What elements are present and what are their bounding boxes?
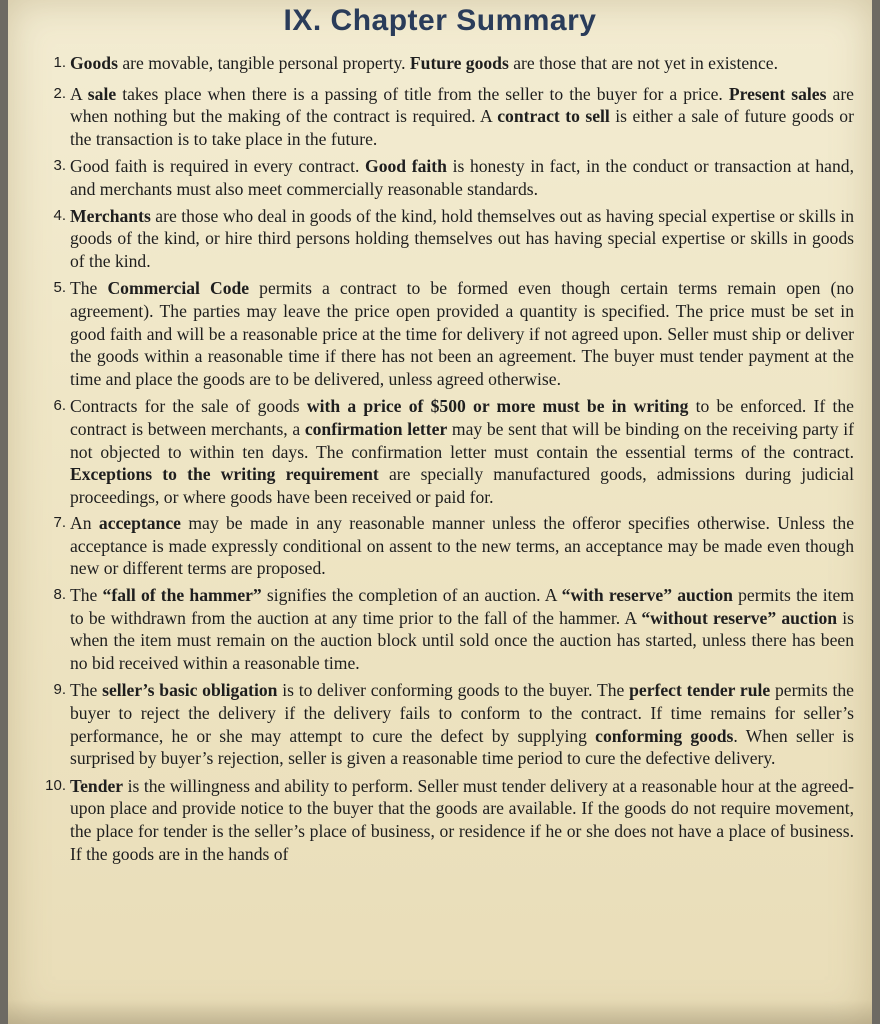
item-text [70,52,854,75]
text-run: are those who deal in goods of the kind, hold themselves out as having special expertise or skills in goods of the kind, or hire third persons holding themselves out has having special expertise or skills in goods of the kind. [70,205,854,271]
bold-term: Merchants [70,205,151,226]
bold-term: “fall of the hammer” [102,585,262,606]
item-text [70,277,854,390]
item-number: 2. [53,84,66,102]
item-number: 10. [45,776,66,794]
text-run: . When seller is surprised by buyer’s rejection, seller is given a reasonable time period to cure the defective delivery. [70,725,855,769]
list-item [24,679,854,769]
list-item [24,395,854,508]
item-number: 8. [53,586,66,604]
bold-term: acceptance [98,513,181,534]
bold-term: Goods [70,53,118,73]
text-run: may be sent that will be binding on the receiving party if not objected to within ten days. The confirmation letter must contain the essential terms of the contract. [70,418,854,462]
list-item [24,512,854,580]
text-run: An [70,513,99,534]
bold-term: sale [87,83,117,104]
bold-term: confirmation letter [304,418,448,439]
item-text [70,775,854,865]
item-text [70,155,854,200]
list-item [24,155,854,200]
item-number: 7. [53,514,66,532]
text-run: The [70,278,108,299]
list-item [24,205,854,273]
bold-term: contract to sell [497,106,610,127]
bold-term: Future goods [409,53,509,73]
item-number: 6. [53,397,66,415]
text-run: is when the item must remain on the auction block until sold once the auction has started, unless there has been no bid received within a reasonable time. [70,607,854,673]
item-number: 9. [53,681,66,699]
item-number: 1. [53,54,66,71]
text-run: The [70,585,103,606]
text-run: permits the buyer to reject the delivery if the delivery fails to conform to the contract. If time remains for seller’s performance, he or she may attempt to cure the defect by supplying [70,680,854,746]
text-run: is the willingness and ability to perform. Seller must tender delivery at a reasonable hour at the agreed-upon place and provide notice to the buyer that the goods are available. If the goods do not require movement, the place for tender is the seller’s place of business, or residence if he or she does not have a place of business. If the goods are in the hands of [70,775,854,864]
text-run: Contracts for the sale of goods [70,396,307,417]
item-number: 3. [53,157,66,175]
bold-term: Tender [70,775,124,796]
item-text [70,205,854,273]
bold-term: conforming goods [595,725,734,746]
item-number: 4. [53,206,66,224]
item-text [70,679,854,769]
text-run: may be made in any reasonable manner unless the offeror specifies otherwise. Unless the acceptance is made expressly conditional on assent to the new terms, an acceptance may be made even though new or different terms are proposed. [70,513,855,579]
text-run: takes place when there is a passing of title from the seller to the buyer for a price. [116,83,729,104]
bold-term: perfect tender rule [629,680,771,701]
item-number: 5. [53,279,66,297]
page-title: IX. Chapter Summary [283,4,597,37]
bold-term: with a price of $500 or more must be in writing [306,396,689,417]
text-run: are those that are not yet in existence. [508,53,778,73]
text-run: is to deliver conforming goods to the buyer. The [277,680,630,701]
text-run: A [70,83,88,104]
list-item [24,83,854,151]
list-item [24,52,854,75]
text-run: are movable, tangible personal property. [117,53,410,73]
list-item [24,775,854,865]
text-run: is honesty in fact, in the conduct or transaction at hand, and merchants must also meet commercially reasonable standards. [70,156,854,199]
text-run: The [70,680,103,701]
text-run: signifies the completion of an auction. A [261,585,562,606]
bold-term: Exceptions to the writing requirement [70,464,379,485]
item-text [70,512,854,580]
text-run: permits the item to be withdrawn from the auction at any time prior to the fall of the hammer. A [70,585,855,628]
text-run: permits a contract to be formed even though certain terms remain open (no agreement). The parties may leave the price open provided a quantity is specified. The price must be set in good faith and will be a reasonable price at the time for delivery if not agreed upon. Seller must ship or deliver the goods within a reasonable time if there has not been an agreement. The buyer must tender payment at the time and place the goods are to be delivered, unless agreed otherwise. [70,278,854,389]
text-run: to be enforced. If the contract is between merchants, a [70,396,854,439]
text-run: are when nothing but the making of the contract is required. A [70,83,854,127]
item-text [70,395,854,508]
summary-list [24,44,854,865]
textbook-page [8,0,872,1024]
list-item [24,277,854,390]
bold-term: Good faith [365,156,447,177]
bold-term: “without reserve” auction [641,607,838,628]
bold-term: seller’s basic obligation [102,680,278,701]
text-run: are specially manufactured goods, admissions during judicial proceedings, or where goods have been received or paid for. [70,464,854,507]
item-text [70,584,854,674]
list-item [24,584,854,674]
text-run: is either a sale of future goods or the transaction is to take place in the future. [70,106,854,149]
bold-term: “with reserve” auction [561,585,733,606]
text-run: Good faith is required in every contract. [70,156,366,177]
bold-term: Commercial Code [107,278,250,299]
item-text [70,83,854,151]
bold-term: Present sales [728,83,827,104]
